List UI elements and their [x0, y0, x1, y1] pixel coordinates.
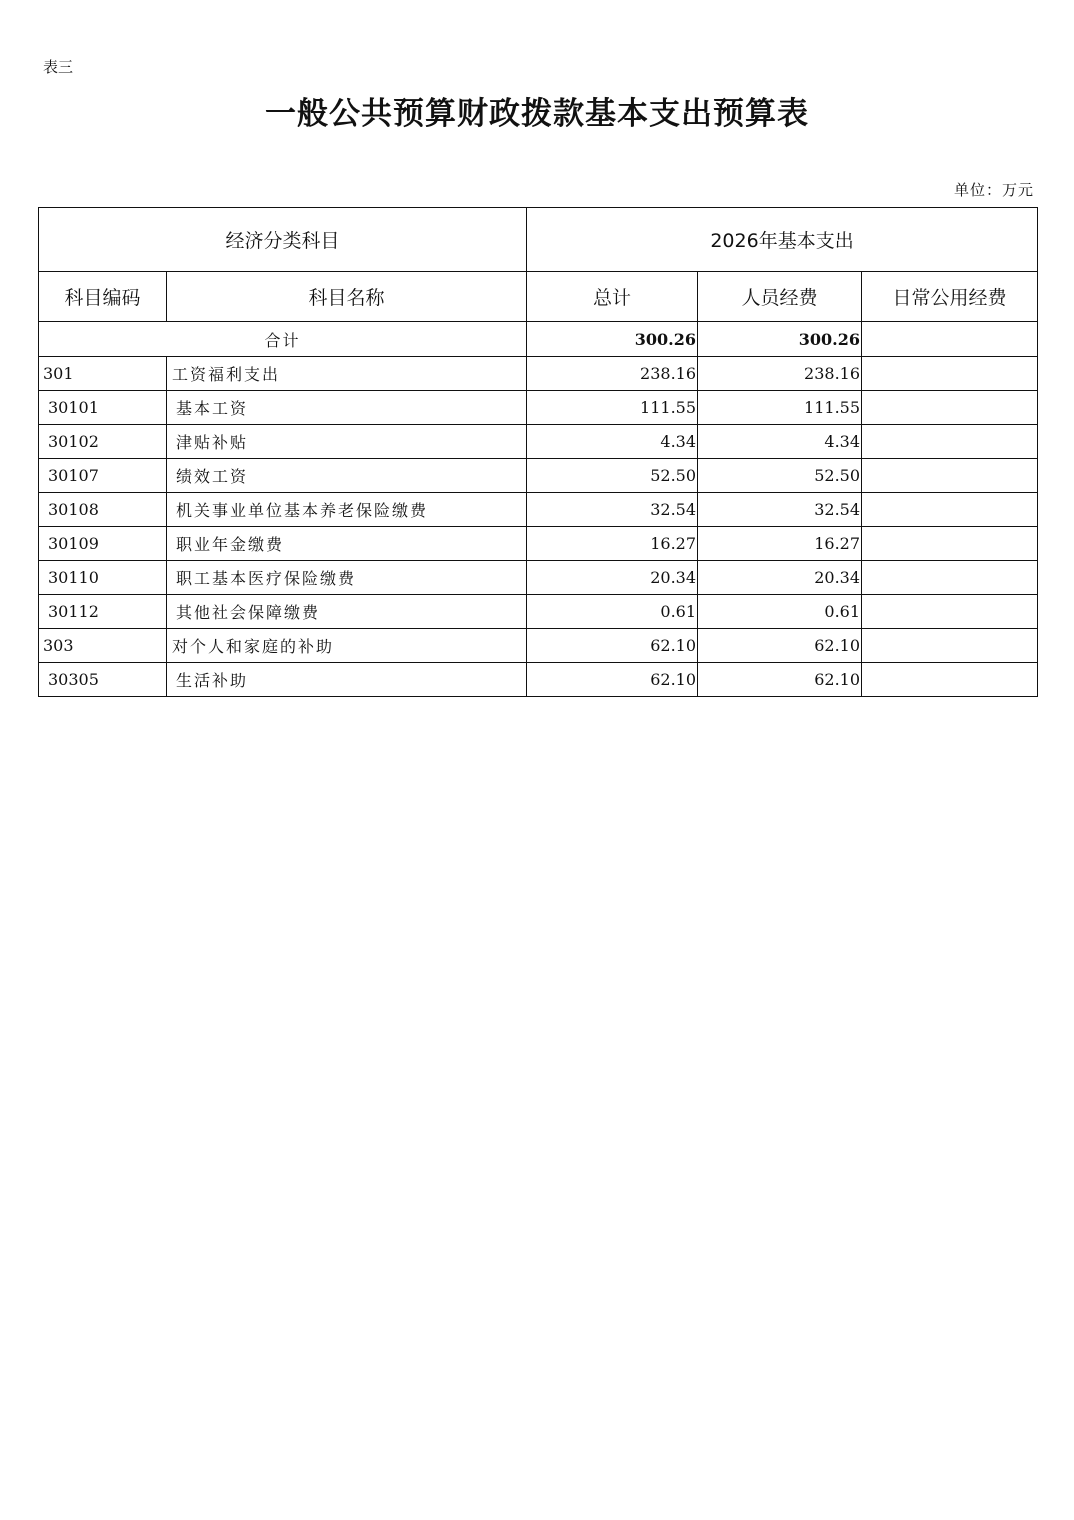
total-personnel: 300.26	[698, 322, 862, 357]
table-row	[39, 391, 1038, 425]
header-column-row	[39, 272, 1038, 322]
row-public	[862, 663, 1038, 697]
header-total: 总计	[527, 272, 698, 322]
row-code: 30101	[39, 391, 167, 425]
row-name: 津贴补贴	[167, 425, 527, 459]
total-public	[862, 322, 1038, 357]
row-code: 303	[39, 629, 167, 663]
row-personnel: 16.27	[698, 527, 862, 561]
row-public	[862, 561, 1038, 595]
row-personnel: 4.34	[698, 425, 862, 459]
table-row	[39, 357, 1038, 391]
row-name: 机关事业单位基本养老保险缴费	[167, 493, 527, 527]
total-total: 300.26	[527, 322, 698, 357]
row-code: 30109	[39, 527, 167, 561]
row-name: 绩效工资	[167, 459, 527, 493]
total-label: 合计	[39, 322, 527, 357]
row-name: 对个人和家庭的补助	[167, 629, 527, 663]
row-total: 0.61	[527, 595, 698, 629]
row-public	[862, 629, 1038, 663]
row-code: 30112	[39, 595, 167, 629]
row-public	[862, 459, 1038, 493]
row-public	[862, 527, 1038, 561]
total-row	[39, 322, 1038, 357]
row-name: 职业年金缴费	[167, 527, 527, 561]
row-public	[862, 595, 1038, 629]
row-code: 30305	[39, 663, 167, 697]
header-subject-code: 科目编码	[39, 272, 167, 322]
row-total: 52.50	[527, 459, 698, 493]
row-total: 16.27	[527, 527, 698, 561]
row-public	[862, 425, 1038, 459]
table-row	[39, 663, 1038, 697]
row-personnel: 111.55	[698, 391, 862, 425]
budget-table	[38, 207, 1038, 697]
row-code: 30102	[39, 425, 167, 459]
row-total: 20.34	[527, 561, 698, 595]
row-name: 职工基本医疗保险缴费	[167, 561, 527, 595]
row-personnel: 52.50	[698, 459, 862, 493]
row-personnel: 32.54	[698, 493, 862, 527]
header-economic-classification: 经济分类科目	[39, 208, 527, 272]
row-personnel: 62.10	[698, 663, 862, 697]
row-code: 301	[39, 357, 167, 391]
unit-label: 单位：万元	[953, 181, 1034, 199]
header-subject-name: 科目名称	[167, 272, 527, 322]
row-personnel: 0.61	[698, 595, 862, 629]
table-row	[39, 561, 1038, 595]
row-personnel: 238.16	[698, 357, 862, 391]
header-personnel-expense: 人员经费	[698, 272, 862, 322]
header-group-row	[39, 208, 1038, 272]
row-name: 工资福利支出	[167, 357, 527, 391]
table-row	[39, 629, 1038, 663]
row-name: 基本工资	[167, 391, 527, 425]
row-public	[862, 357, 1038, 391]
table-row	[39, 425, 1038, 459]
row-total: 62.10	[527, 629, 698, 663]
table-row	[39, 459, 1038, 493]
row-total: 62.10	[527, 663, 698, 697]
row-name: 生活补助	[167, 663, 527, 697]
row-total: 238.16	[527, 357, 698, 391]
table-row	[39, 595, 1038, 629]
row-public	[862, 493, 1038, 527]
row-personnel: 62.10	[698, 629, 862, 663]
row-total: 111.55	[527, 391, 698, 425]
table-number-label: 表三	[43, 58, 74, 76]
document-title: 一般公共预算财政拨款基本支出预算表	[265, 96, 809, 132]
table-row	[39, 493, 1038, 527]
row-total: 4.34	[527, 425, 698, 459]
row-total: 32.54	[527, 493, 698, 527]
row-name: 其他社会保障缴费	[167, 595, 527, 629]
table-row	[39, 527, 1038, 561]
row-code: 30108	[39, 493, 167, 527]
row-code: 30110	[39, 561, 167, 595]
row-code: 30107	[39, 459, 167, 493]
header-basic-expenditure: 2026年基本支出	[527, 208, 1038, 272]
row-public	[862, 391, 1038, 425]
row-personnel: 20.34	[698, 561, 862, 595]
header-public-expense: 日常公用经费	[862, 272, 1038, 322]
